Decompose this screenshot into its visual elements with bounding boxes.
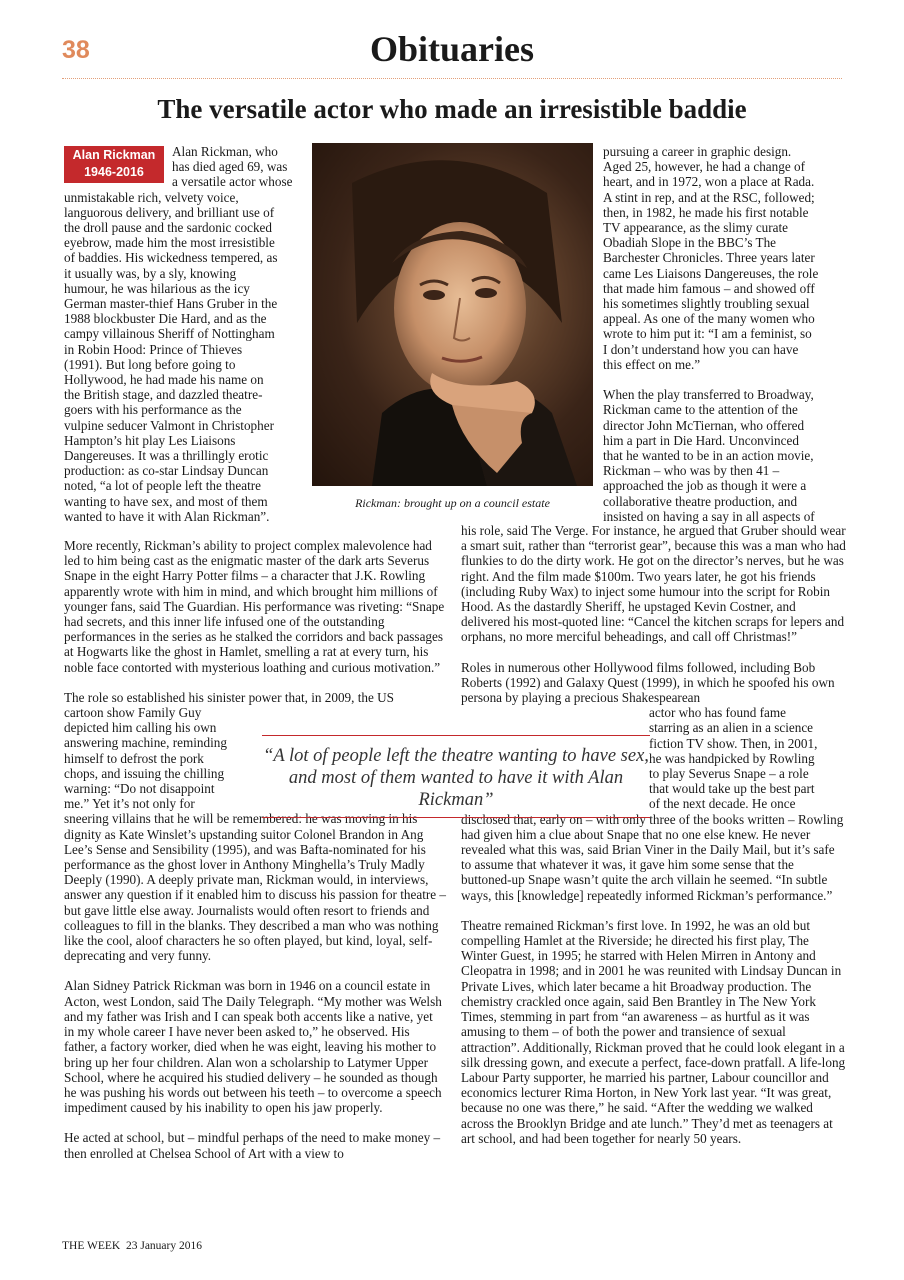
text-line: this effect on me.” (603, 356, 701, 372)
text-line: A stint in rep, and at the RSC, followed; (603, 189, 815, 205)
text-line: in Robin Hood: Prince of Thieves (64, 341, 243, 357)
text-line: he was handpicked by Rowling (649, 750, 815, 766)
text-line: depicted him calling his own (64, 720, 217, 736)
text-line: it usually was, by a sly, knowing (64, 265, 237, 281)
text-line: fiction TV show. Then, in 2001, (649, 735, 818, 751)
intro-text-beside-badge (172, 144, 302, 190)
badge-dates: 1946-2016 (84, 165, 144, 179)
text-line: production: as co-star Lindsay Duncan (64, 463, 269, 479)
text-line: that would take up the best part (649, 781, 815, 797)
section-title: Obituaries (369, 29, 534, 69)
text-line: has died aged 69, was (172, 159, 288, 175)
text-line: unmistakable rich, velvety voice, (64, 189, 239, 205)
paragraph: his role, said The Verge. For instance, he argued that Gruber should wear a smart suit, rather than “terrorist gear”, because this was a man who had flunkies to do the dirty work. He got on the director’s nerves, but he was right. And the film made $100m. Two years later, he got his friends (including Ruby Wax) to inject some humour into the script for Robin Hood. As the dastardly Sheriff, he upstaged Kevin Costner, and delivered his most-quoted line: “Cancel the kitchen scraps for lepers and orphans, no more merciful beheadings, and call off Christmas!” (461, 523, 846, 645)
text-line: German master-thief Hans Gruber in the (64, 296, 278, 312)
text-line: chops, and issuing the chilling (64, 765, 225, 781)
paragraph: sneering villains that he will be remembered: he was moving in his dignity as Kate Winslet’s upstanding suitor Colonel Brandon in Ang Lee’s Sense and Sensibility (1995), and was Bafta-nominated for his performance as the ghost lover in Anthony Minghella’s Truly Madly Deeply (1990). A deeply private man, Rickman would, in interviews, answer any question if it enabled him to discuss his passion for theatre – but gave little else away. Journalists would often resort to friends and colleagues to fill in the blanks. They described a man who was nothing like the cool, aloof characters he so often played, but kind, loyal, self-deprecating and very funny. (64, 811, 446, 964)
badge-name: Alan Rickman (72, 148, 156, 162)
lower-right-column (461, 523, 846, 1161)
page-number: 38 (62, 36, 90, 64)
photo-caption: Rickman: brought up on a council estate (355, 496, 550, 510)
text-line: wanted to have it with Alan Rickman”. (64, 508, 270, 524)
text-line: Rickman – who was by then 41 – (603, 463, 780, 479)
text-line: Obadiah Slope in the BBC’s The (603, 235, 777, 251)
header-divider (62, 78, 842, 79)
text-line: a versatile actor whose (172, 174, 293, 190)
text-line: actor who has found fame (649, 705, 786, 721)
text-line: cartoon show Family Guy (64, 705, 202, 721)
portrait-illustration (312, 143, 593, 486)
obituary-name-badge (64, 146, 164, 183)
text-line: languorous delivery, and brilliant use of (64, 204, 275, 220)
text-line: TV appearance, as the slimy curate (603, 220, 789, 236)
text-line: insisted on having a say in all aspects of (603, 508, 815, 524)
intro-text-column (64, 190, 304, 524)
text-line: the droll pause and the sardonic cocked (64, 220, 272, 235)
text-line: wrote to him put it: “I am a feminist, so (603, 326, 812, 342)
text-line: Hampton’s hit play Les Liaisons (64, 432, 236, 448)
text-line: of the next decade. He once (649, 796, 796, 812)
text-line: I don’t understand how you can have (603, 341, 799, 357)
text-line: pursuing a career in graphic design. (603, 144, 792, 159)
text-line: himself to defrost the pork (64, 750, 204, 766)
text-line: wanting to have sex, and most of them (64, 493, 268, 509)
text-wrap-beside-quote (649, 705, 846, 811)
text-line (603, 372, 848, 387)
text-line: appeal. As one of the many women who (603, 311, 815, 327)
text-line: then, in 1982, he made his first notable (603, 204, 809, 220)
footer-credit: THE WEEK 23 January 2016 (62, 1240, 202, 1252)
text-line: Aged 25, however, he had a change of (603, 159, 805, 175)
text-wrap-beside-quote (64, 705, 244, 811)
text-line: approached the job as though it were a (603, 478, 807, 494)
text-line: eyebrow, made him the most irresistible (64, 235, 275, 251)
text-line: to play Severus Snape – a role (649, 766, 809, 782)
paragraph-lead: Roles in numerous other Hollywood films followed, including Bob Roberts (1992) and Galaxy Quest (1999), in which he spoofed his own persona by playing a precious Shakespearean (461, 659, 835, 706)
paragraph: Alan Sidney Patrick Rickman was born in 1946 on a council estate in Acton, west London, said The Daily Telegraph. “My mother was Welsh and my father was Irish and I can speak both accents like a native, yet in my whole career I have never been asked to,” he observed. His father, a factory worker, died when he was eight, leaving his mother to bring up her four children. Alan won a scholarship to Latymer Upper School, where he acquired his studied delivery – he sounded as though he was pushing his words out between his teeth – to overcome a speech impediment caused by his inability to open his jaw properly. (64, 978, 442, 1116)
text-line: that he wanted to be in an action movie, (603, 448, 814, 464)
text-line: starring as an alien in a science (649, 720, 814, 736)
paragraph: More recently, Rickman’s ability to project complex malevolence had led to him being cast as the enigmatic master of the dark arts Severus Snape in the eight Harry Potter films – a character that J.K. Rowling apparently wrote with him in mind, and which brought him millions of younger fans, said The Guardian. His performance was riveting: “Snape had secrets, and this inner life infused one of the outstanding performances in the series as he stalked the corridors and back passages at Hogwarts like the ghost in Hamlet, smelling a rat at every turn, his noble face contorted with mysterious loathing and curious motivation.” (64, 538, 445, 675)
text-line: (1991). But long before going to (64, 356, 236, 372)
text-line: answering machine, reminding (64, 735, 227, 751)
quote-top-rule (262, 735, 650, 736)
text-line: Alan Rickman, who (172, 144, 278, 159)
lower-left-column (64, 538, 446, 1176)
text-line: came Les Liaisons Dangereuses, the role (603, 265, 819, 281)
text-line: When the play transferred to Broadway, (603, 387, 814, 403)
text-line: Rickman came to the attention of the (603, 402, 798, 418)
paragraph: He acted at school, but – mindful perhaps of the need to make money – then enrolled at Chelsea School of Art with a view to (64, 1130, 441, 1161)
right-upper-column (603, 144, 848, 524)
text-line: his sometimes slightly troubling sexual (603, 296, 810, 312)
article-headline: The versatile actor who made an irresistible baddie (157, 94, 747, 124)
text-line: him a part in Die Hard. Unconvinced (603, 432, 799, 448)
text-line: the British stage, and dazzled theatre- (64, 387, 263, 403)
text-line: campy villainous Sheriff of Nottingham (64, 326, 275, 342)
text-line: vulpine seducer Valmont in Christopher (64, 417, 274, 433)
paragraph: disclosed that, early on – with only three of the books written – Rowling had given him a clue about Snape that no one else knew. He never revealed what this was, said Brian Viner in the Daily Mail, but it’s safe to assume that whatever it was, it gave him some sense that the buttoned-up Snape wasn’t quite the arch villain he seemed. “In subtle ways, this [knowledge] repeatedly informed Rickman’s performance.” (461, 811, 844, 903)
text-line: collaborative theatre production, and (603, 493, 798, 509)
text-line: Dangereuses. It was a thrillingly erotic (64, 448, 269, 464)
paragraph: Theatre remained Rickman’s first love. In 1992, he was an old but compelling Hamlet at the Riverside; he directed his first play, The Winter Guest, in 1995; he starred with Helen Mirren in Antony and Cleopatra in 1998; and in 2001 he was reunited with Lindsay Duncan in Private Lives, which later became a hit Broadway production. The chemistry crackled once again, said Ben Brantley in The New York Times, stemming in part from “an awareness – as hurtful as it was amusing to them – of both the power and transience of sexual attraction”. Additionally, Rickman proved that he could look elegant in a silk dressing gown, and execute a perfect, face-down pratfall. A life-long Labour Party supporter, he married his partner, Labour councillor and economics lecturer Rima Horton, in New York last year. “It was great, because no one was there,” he said. “After the wedding we walked across the Brooklyn Bridge and ate lunch.” They’d met as teenagers at art school, and had been together for nearly 50 years. (461, 917, 846, 1146)
quote-bottom-rule (262, 817, 650, 818)
text-line: me.” Yet it’s not only for (64, 796, 195, 812)
text-line: of baddies. His wickedness tempered, as (64, 250, 278, 266)
text-line: humour, he was hilarious as the icy (64, 280, 250, 296)
text-line: noted, “a lot of people left the theatre (64, 478, 261, 494)
text-line: 1988 blockbuster Die Hard, and as the (64, 311, 267, 327)
pull-quote: “A lot of people left the theatre wanting to have sex, and most of them wanted to have it with Alan Rickman” (263, 746, 649, 810)
text-line: heart, and in 1972, won a place at Rada. (603, 174, 815, 190)
text-line: director John McTiernan, who offered (603, 417, 805, 433)
paragraph-line: The role so established his sinister power that, in 2009, the US (64, 689, 395, 705)
text-line: goers with his performance as the (64, 402, 242, 418)
portrait-photo (312, 143, 593, 486)
text-line: that made him famous – and showed off (603, 280, 815, 296)
text-line: warning: “Do not disappoint (64, 781, 215, 797)
text-line: Hollywood, he had made his name on (64, 372, 264, 388)
text-line: Barchester Chronicles. Three years later (603, 250, 815, 266)
